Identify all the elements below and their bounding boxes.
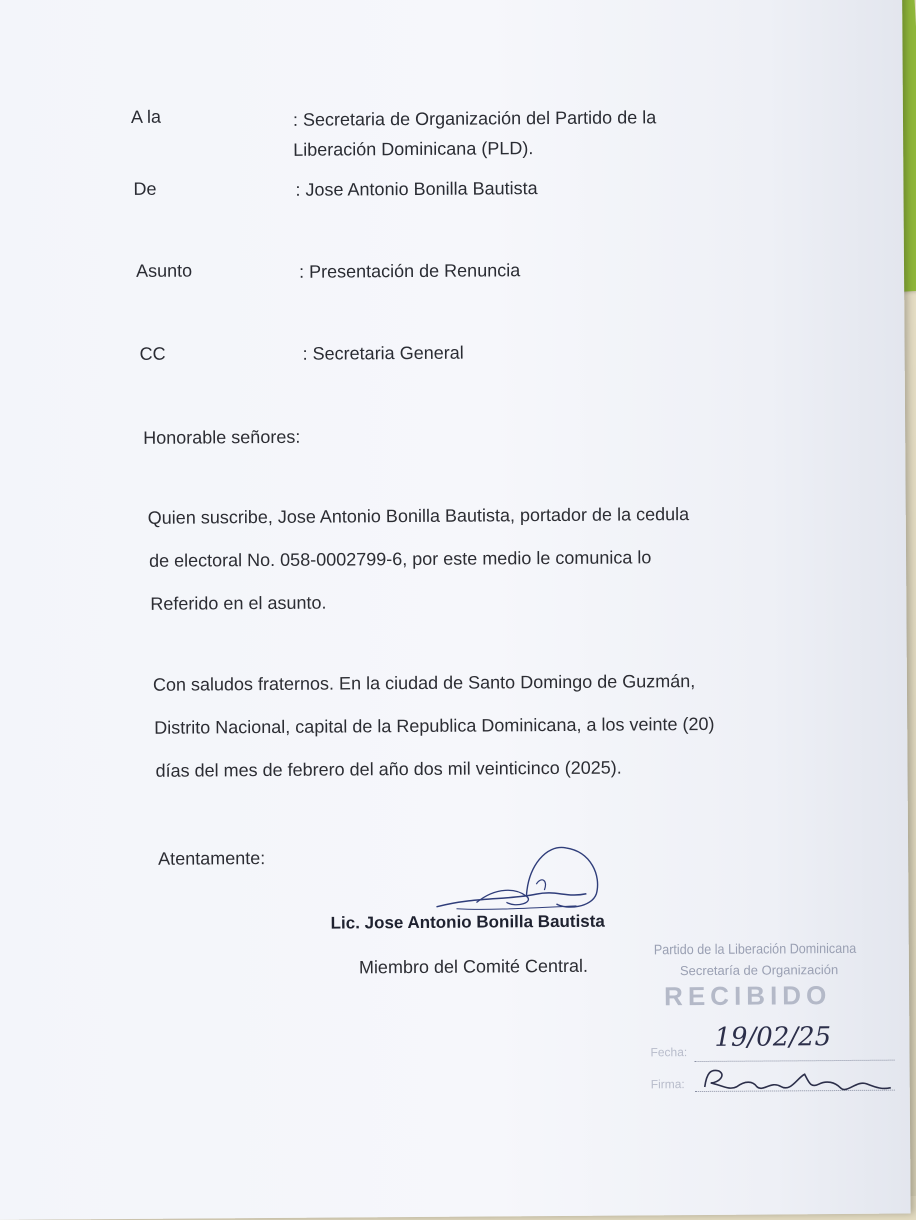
paragraph1-line2: de electoral No. 058-0002799-6, por este medio le comunica lo — [148, 547, 652, 571]
salutation: Honorable señores: — [143, 426, 301, 448]
closing: Atentamente: — [158, 848, 266, 869]
received-stamp — [642, 932, 903, 1094]
stamp-org: Partido de la Liberación Dominicana — [653, 939, 857, 958]
stamp-handwritten-signature — [701, 1062, 896, 1097]
to-label: A la — [130, 106, 162, 127]
stamp-sign-label: Firma: — [650, 1077, 685, 1092]
paragraph1-line3: Referido en el asunto. — [150, 592, 327, 614]
stamp-status: RECIBIDO — [664, 980, 832, 1012]
stamp-date-value: 19/02/25 — [714, 1022, 832, 1053]
paragraph1-line1: Quien suscribe, Jose Antonio Bonilla Bautista, portador de la cedula — [147, 504, 690, 528]
signatory-name: Lic. Jose Antonio Bonilla Bautista — [330, 911, 605, 933]
paragraph2-line3: días del mes de febrero del año dos mil veinticinco (2025). — [155, 757, 622, 781]
stamp-date-label: Fecha: — [650, 1045, 688, 1060]
paragraph2-line1: Con saludos fraternos. En la ciudad de Santo Domingo de Guzmán, — [152, 671, 696, 695]
subject-value: : Presentación de Renuncia — [298, 260, 521, 282]
stamp-dept: Secretaría de Organización — [679, 962, 839, 979]
to-value-line1: : Secretaria de Organización del Partido de la — [292, 107, 657, 130]
paragraph2-line2: Distrito Nacional, capital de la Republica Dominicana, a los veinte (20) — [154, 713, 715, 738]
cc-value: : Secretaria General — [302, 342, 464, 364]
from-label: De — [133, 178, 157, 199]
from-value: : Jose Antonio Bonilla Bautista — [295, 178, 538, 200]
cc-label: CC — [139, 343, 166, 364]
subject-label: Asunto — [135, 260, 193, 281]
signatory-title: Miembro del Comité Central. — [358, 955, 589, 978]
to-value-line2: Liberación Dominicana (PLD). — [293, 138, 534, 160]
